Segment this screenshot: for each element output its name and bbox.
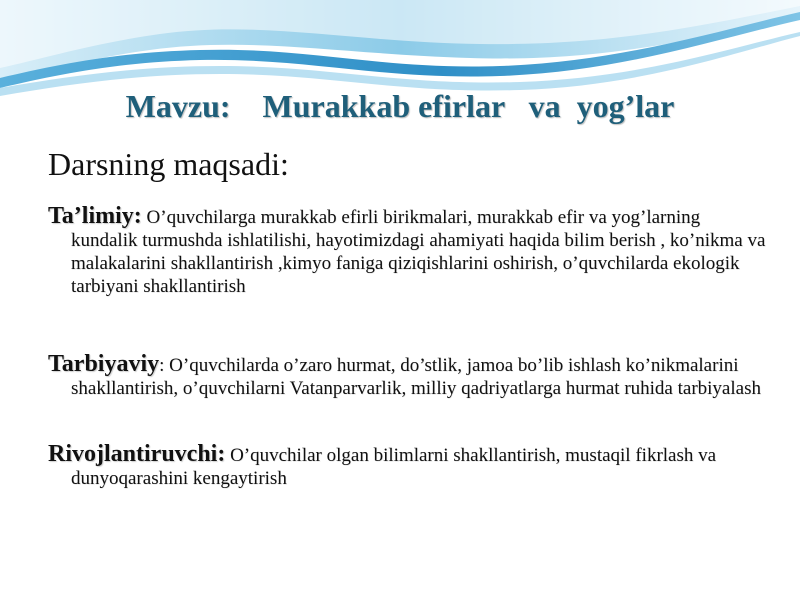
goal-text: O’quvchilarga murakkab efirli birikmalari, murakkab efir va yog’larning kundalik turmushda ishlatilishi, hayotimizdagi ahamiyati haqida bilim berish , ko’nikma va malakalarini shakllantirish ,kimyo faniga qiziqishlarini oshirish, o’quvchilarda ekologik tarbiyani shakllantirish	[71, 207, 766, 297]
goal-upbringing	[48, 353, 771, 400]
goal-educational	[48, 205, 771, 298]
slide-title: Mavzu: Murakkab efirlar va yog’lar	[125, 88, 675, 124]
goal-heading: Rivojlantiruvchi:	[48, 441, 226, 467]
slide-subtitle: Darsning maqsadi:	[48, 146, 289, 182]
goal-text: : O’quvchilarda o’zaro hurmat, do’stlik, jamoa bo’lib ishlash ko’nikmalarini shakllantirish, o’quvchilarni Vatanparvarlik, milliy qadriyatlarga hurmat ruhida tarbiyalash	[71, 355, 761, 399]
goal-developmental	[48, 443, 771, 490]
goal-heading: Tarbiyaviy	[48, 351, 160, 377]
goal-text: O’quvchilar olgan bilimlarni shakllantirish, mustaqil fikrlash va dunyoqarashini kengaytirish	[71, 445, 717, 489]
goal-heading: Ta’limiy:	[48, 203, 142, 229]
